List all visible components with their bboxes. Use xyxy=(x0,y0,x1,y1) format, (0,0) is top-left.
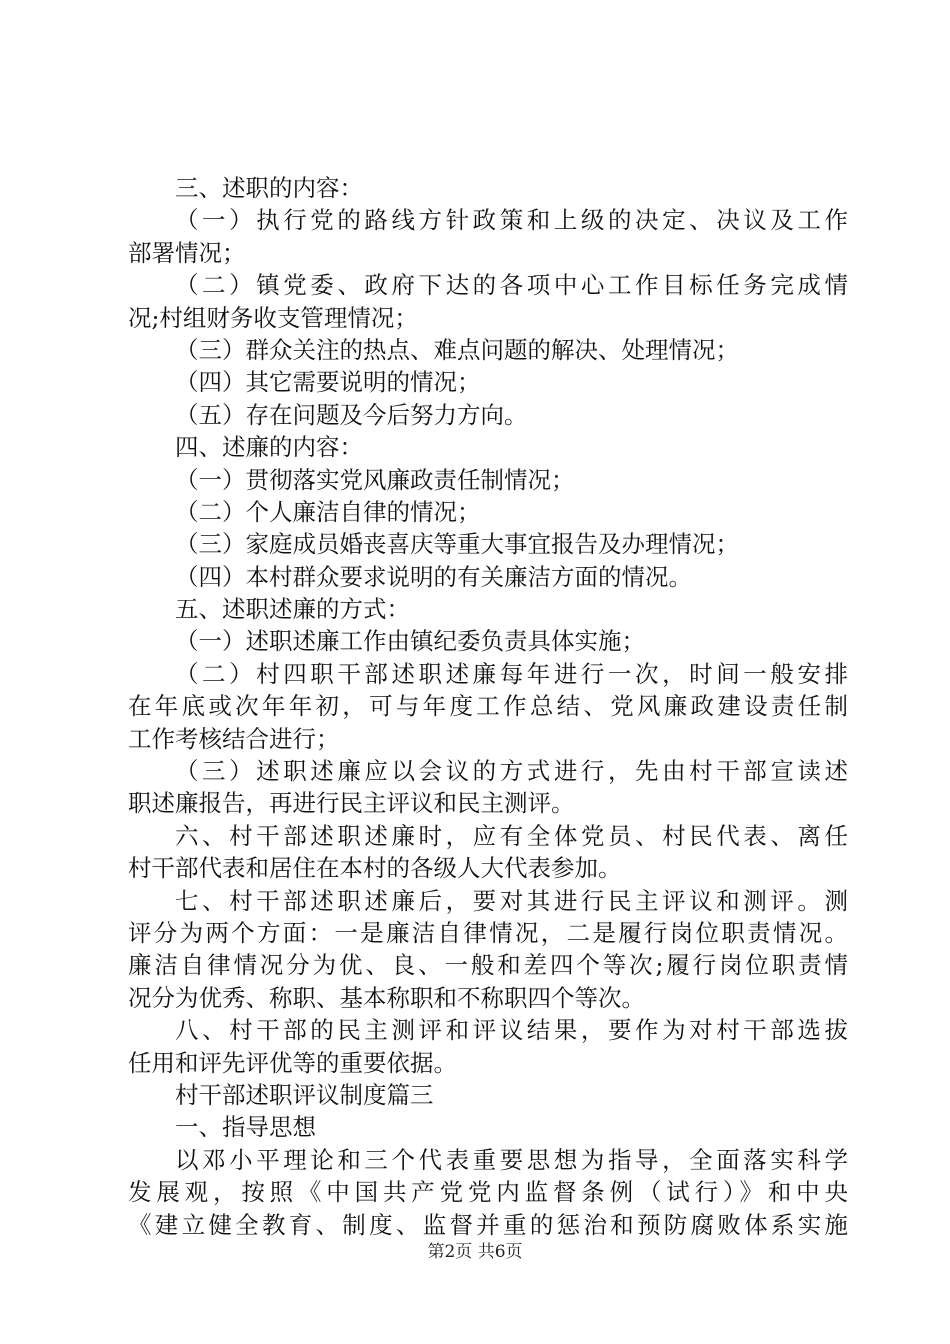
paragraph-line: （二）镇党委、政府下达的各项中心工作目标任务完成情 xyxy=(175,271,848,300)
paragraph-line: （一）执行党的路线方针政策和上级的决定、决议及工作 xyxy=(175,206,848,235)
paragraph-line: 五、述职述廉的方式： xyxy=(175,595,410,624)
paragraph-line: （二）个人廉洁自律的情况； xyxy=(175,497,481,526)
paragraph-line: （四）其它需要说明的情况； xyxy=(175,368,481,397)
paragraph-line: 以邓小平理论和三个代表重要思想为指导，全面落实科学 xyxy=(175,1145,848,1174)
page-footer: 第2页 共6页 xyxy=(427,1242,523,1262)
paragraph-line: 职述廉报告，再进行民主评议和民主测评。 xyxy=(128,789,575,818)
paragraph-line: 一、指导思想 xyxy=(175,1113,316,1142)
paragraph-line: 《建立健全教育、制度、监督并重的惩治和预防腐败体系实施 xyxy=(128,1210,848,1239)
paragraph-line: 评分为两个方面：一是廉洁自律情况，二是履行岗位职责情况。 xyxy=(128,918,848,947)
paragraph-line: 四、述廉的内容： xyxy=(175,433,363,462)
paragraph-line: 工作考核结合进行； xyxy=(128,724,340,753)
paragraph-line: （二）村四职干部述职述廉每年进行一次，时间一般安排 xyxy=(175,659,848,688)
paragraph-line: （三）家庭成员婚丧喜庆等重大事宜报告及办理情况； xyxy=(175,530,739,559)
paragraph-line: （三）述职述廉应以会议的方式进行，先由村干部宣读述 xyxy=(175,757,848,786)
paragraph-line: （一）贯彻落实党风廉政责任制情况； xyxy=(175,465,575,494)
document-body xyxy=(128,172,848,1241)
paragraph-line: 部署情况； xyxy=(128,238,246,267)
paragraph-line: 在年底或次年年初，可与年度工作总结、党风廉政建设责任制 xyxy=(128,692,848,721)
paragraph-line: 七、村干部述职述廉后，要对其进行民主评议和测评。测 xyxy=(175,886,848,915)
paragraph-line: 发展观，按照《中国共产党党内监督条例（试行）》和中央 xyxy=(128,1178,848,1207)
paragraph-line: 况分为优秀、称职、基本称职和不称职四个等次。 xyxy=(128,983,645,1012)
paragraph-line: （四）本村群众要求说明的有关廉洁方面的情况。 xyxy=(175,562,692,591)
paragraph-line: 廉洁自律情况分为优、良、一般和差四个等次;履行岗位职责情 xyxy=(128,951,848,980)
paragraph-line: （一）述职述廉工作由镇纪委负责具体实施； xyxy=(175,627,645,656)
paragraph-line: 任用和评先评优等的重要依据。 xyxy=(128,1048,457,1077)
paragraph-line: 村干部述职评议制度篇三 xyxy=(175,1080,434,1109)
paragraph-line: 况;村组财务收支管理情况； xyxy=(128,303,418,332)
paragraph-line: （五）存在问题及今后努力方向。 xyxy=(175,400,528,429)
paragraph-line: 村干部代表和居住在本村的各级人大代表参加。 xyxy=(128,854,622,883)
paragraph-line: 三、述职的内容： xyxy=(175,174,363,202)
paragraph-line: （三）群众关注的热点、难点问题的解决、处理情况； xyxy=(175,335,739,364)
paragraph-line: 六、村干部述职述廉时，应有全体党员、村民代表、离任 xyxy=(175,821,848,850)
paragraph-line: 八、村干部的民主测评和评议结果，要作为对村干部选拔 xyxy=(175,1016,848,1045)
